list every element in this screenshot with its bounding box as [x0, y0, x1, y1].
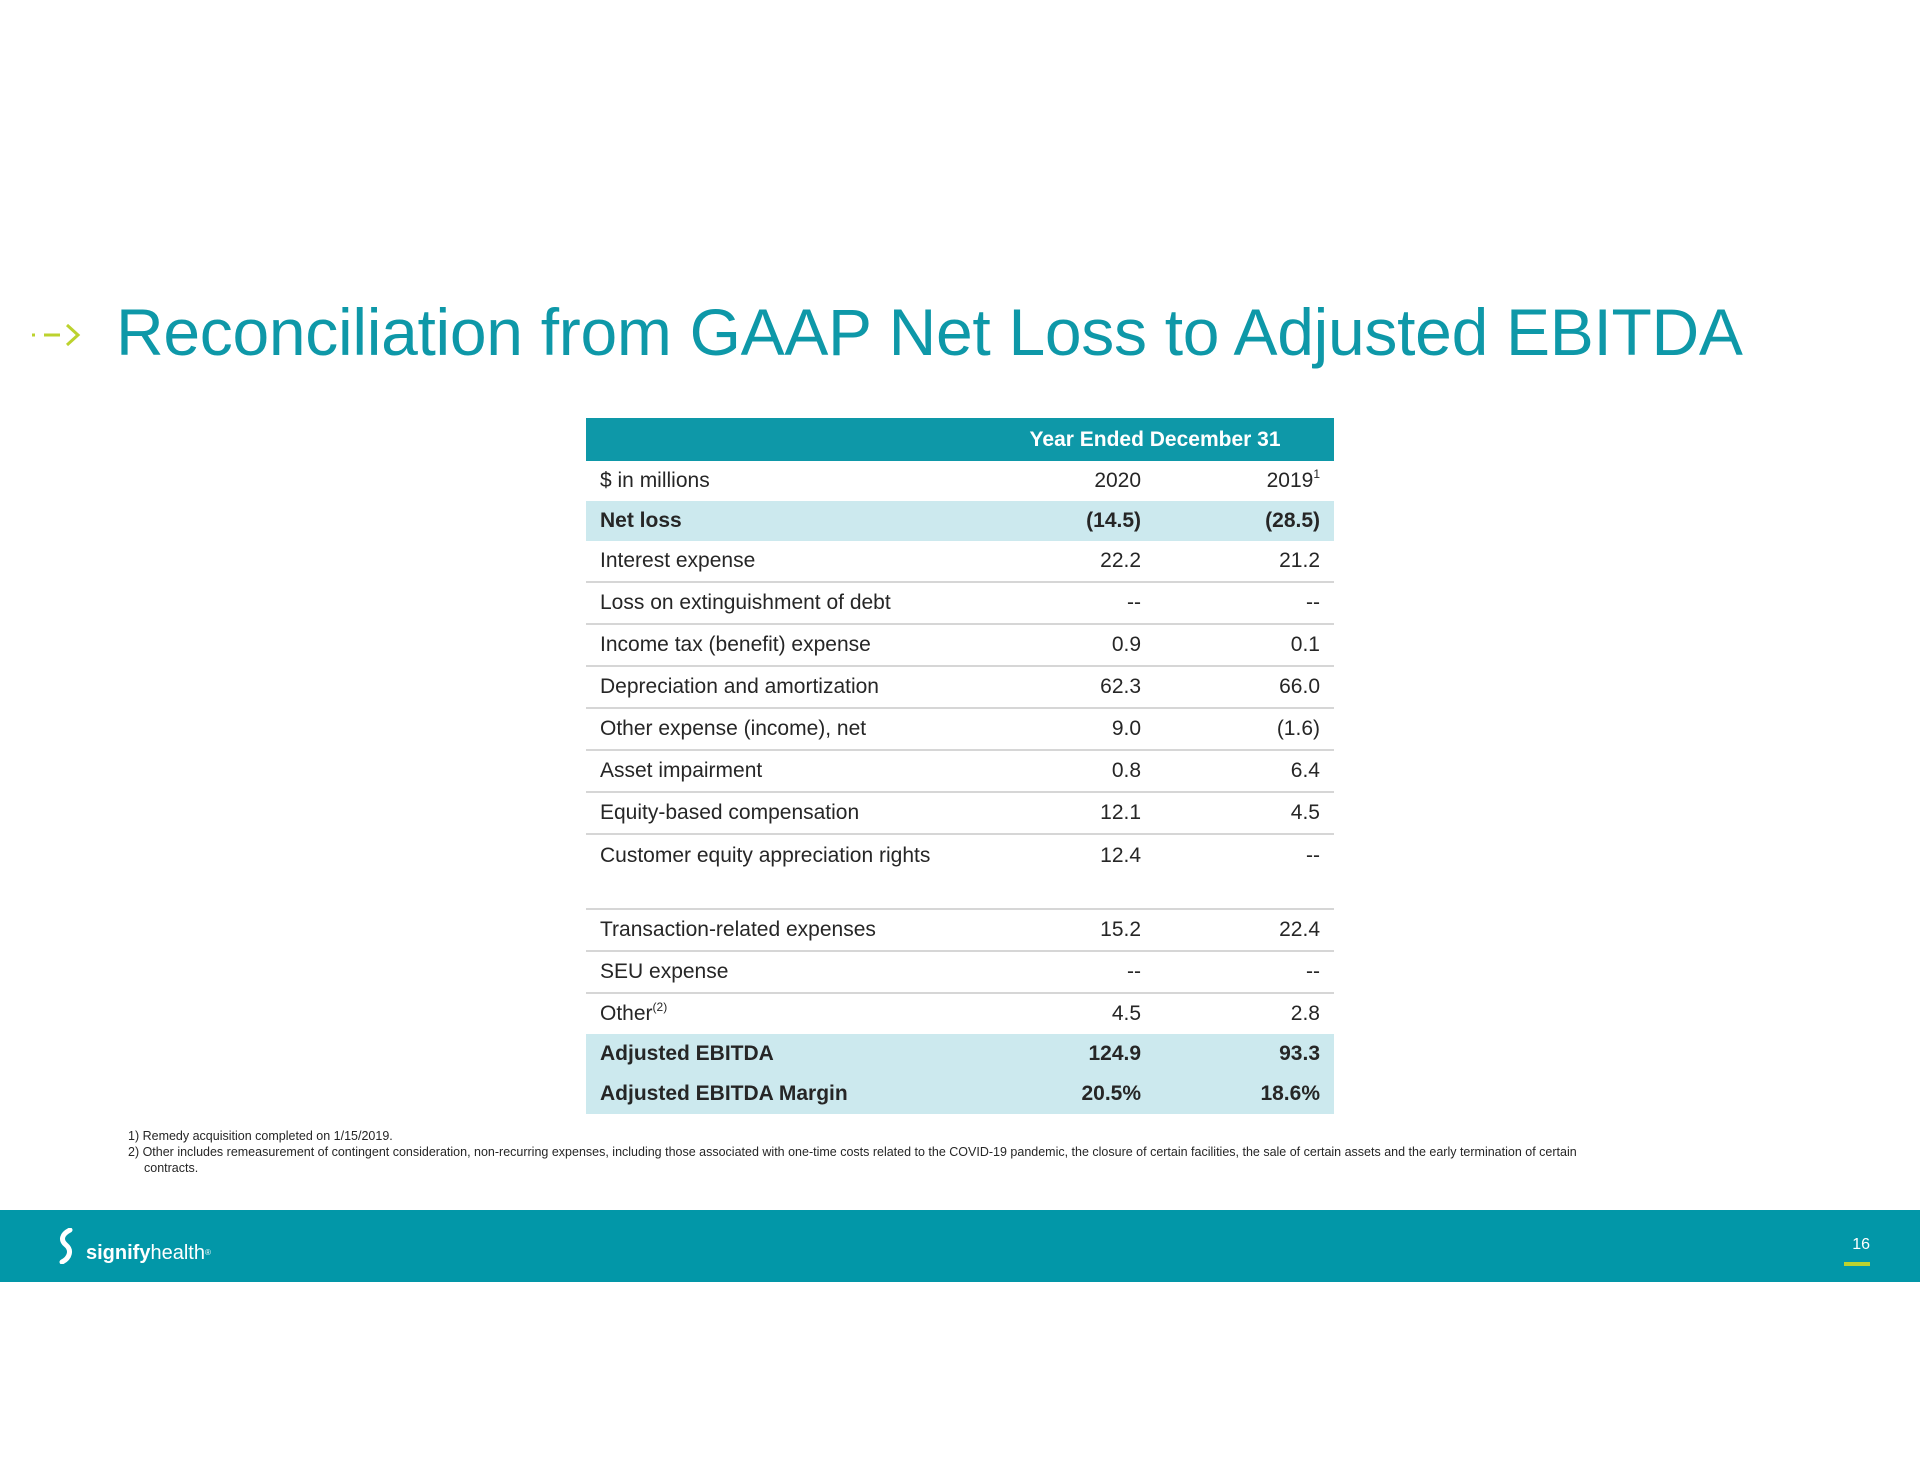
reconciliation-table [586, 418, 1334, 1114]
row-label: Net loss [586, 501, 976, 541]
value-2019: (1.6) [1155, 708, 1334, 750]
row-label: SEU expense [586, 951, 976, 993]
page-number-underline [1844, 1262, 1870, 1266]
row-label: Adjusted EBITDA [586, 1034, 976, 1074]
column-header-row [586, 461, 1334, 501]
value-2020: 12.4 [976, 834, 1155, 909]
table-row [586, 1074, 1334, 1114]
footnotes [128, 1128, 1608, 1176]
value-2019: -- [1155, 582, 1334, 624]
table-row [586, 951, 1334, 993]
row-label: Other expense (income), net [586, 708, 976, 750]
table-row [586, 834, 1334, 909]
row-label: Customer equity appreciation rights [586, 834, 976, 909]
table-row [586, 541, 1334, 582]
table-row [586, 666, 1334, 708]
brand-wordmark: signifyhealth® [86, 1242, 211, 1264]
signify-health-logo [52, 1228, 211, 1264]
page-number: 16 [1852, 1236, 1870, 1253]
value-2020: 20.5% [976, 1074, 1155, 1114]
row-label: Equity-based compensation [586, 792, 976, 834]
table-header-row [586, 418, 1334, 461]
value-2020: 9.0 [976, 708, 1155, 750]
signify-s-icon [52, 1228, 82, 1264]
value-2020: 124.9 [976, 1034, 1155, 1074]
value-2019: 93.3 [1155, 1034, 1334, 1074]
dashed-arrow-icon [30, 315, 85, 355]
row-label: Asset impairment [586, 750, 976, 792]
footnote-1: 1) Remedy acquisition completed on 1/15/2019. [128, 1129, 393, 1143]
value-2019: 21.2 [1155, 541, 1334, 582]
year-ended-header: Year Ended December 31 [976, 418, 1334, 461]
row-label: Income tax (benefit) expense [586, 624, 976, 666]
value-2020: 4.5 [1111, 1002, 1142, 1025]
page-title: Reconciliation from GAAP Net Loss to Adjusted EBITDA [116, 295, 1743, 369]
table-row [586, 750, 1334, 792]
units-label: $ in millions [600, 469, 710, 492]
table-row [586, 582, 1334, 624]
table-row [586, 501, 1334, 541]
footer-bar [0, 1210, 1920, 1282]
table-row [586, 792, 1334, 834]
table-row [586, 993, 1334, 1034]
footnote-ref: 1 [1313, 467, 1320, 481]
value-2019: (28.5) [1155, 501, 1334, 541]
row-label: Loss on extinguishment of debt [586, 582, 976, 624]
row-label: Transaction-related expenses [586, 909, 976, 951]
value-2020: 0.9 [976, 624, 1155, 666]
value-2020: -- [976, 582, 1155, 624]
col-2020-header: 2020 [1094, 469, 1142, 492]
value-2020: 0.8 [976, 750, 1155, 792]
table-row [586, 1034, 1334, 1074]
title-arrow [30, 295, 85, 375]
row-label: Depreciation and amortization [586, 666, 976, 708]
value-2019: 2.8 [1290, 1002, 1320, 1025]
value-2019: 66.0 [1155, 666, 1334, 708]
row-label: Interest expense [586, 541, 976, 582]
table-row [586, 624, 1334, 666]
value-2019: 18.6% [1155, 1074, 1334, 1114]
row-label: Other$^{(2)}$ [600, 1000, 668, 1025]
row-label: Adjusted EBITDA Margin [586, 1074, 976, 1114]
value-2020: 15.2 [976, 909, 1155, 951]
value-2019: -- [1155, 951, 1334, 993]
footnote-2: 2) Other includes remeasurement of contingent consideration, non-recurring expenses, including those associated with one-time costs related to the COVID-19 pandemic, the closure of certain facilities, the sale of certain assets and the early termination of certain contracts. [128, 1145, 1577, 1175]
value-2019: 22.4 [1155, 909, 1334, 951]
value-2019: -- [1155, 834, 1334, 909]
value-2020: -- [976, 951, 1155, 993]
col-2019-header: 2019$^1$ [1266, 467, 1320, 492]
value-2019: 4.5 [1155, 792, 1334, 834]
value-2020: (14.5) [976, 501, 1155, 541]
footnote-ref: (2) [652, 1000, 668, 1014]
value-2019: 0.1 [1155, 624, 1334, 666]
value-2019: 6.4 [1155, 750, 1334, 792]
value-2020: 62.3 [976, 666, 1155, 708]
table-row [586, 909, 1334, 951]
table-row [586, 708, 1334, 750]
value-2020: 22.2 [976, 541, 1155, 582]
value-2020: 12.1 [976, 792, 1155, 834]
header-blank-cell [586, 418, 976, 461]
